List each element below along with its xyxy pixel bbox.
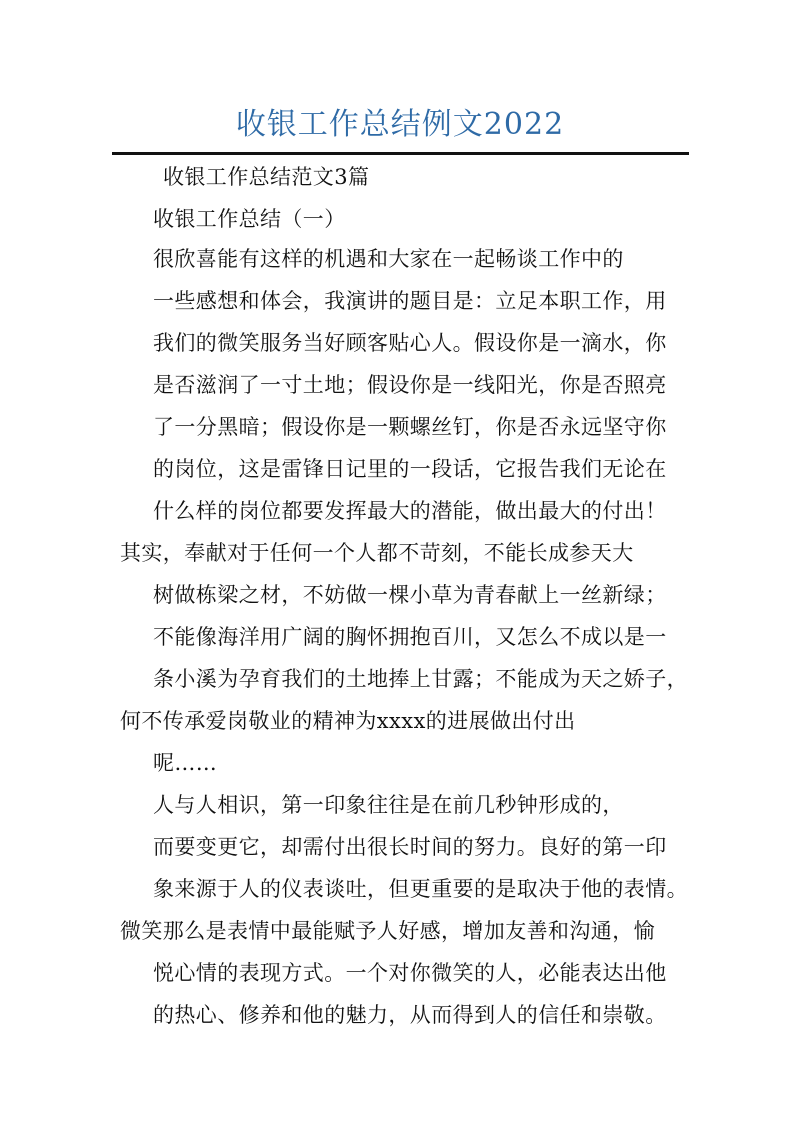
body-line: 的岗位，这是雷锋日记里的一段话，它报告我们无论在 xyxy=(153,457,667,481)
body-line: 一些感想和体会，我演讲的题目是：立足本职工作，用 xyxy=(153,289,667,313)
body-line: 象来源于人的仪表谈吐，但更重要的是取决于他的表情。 xyxy=(153,877,688,901)
body-line: 何不传承爱岗敬业的精神为xxxx的进展做出付出 xyxy=(120,709,576,733)
body-line: 树做栋梁之材，不妨做一棵小草为青春献上一丝新绿； xyxy=(153,583,667,607)
body-line: 微笑那么是表情中最能赋予人好感，增加友善和沟通，愉 xyxy=(120,919,655,943)
body-line: 什么样的岗位都要发挥最大的潜能，做出最大的付出！ xyxy=(153,499,667,523)
body-line: 很欣喜能有这样的机遇和大家在一起畅谈工作中的 xyxy=(153,247,624,271)
document-title: 收银工作总结例文2022 xyxy=(235,107,565,142)
body-line: 呢…… xyxy=(153,751,218,775)
title-divider xyxy=(112,152,689,155)
body-line: 而要变更它，却需付出很长时间的努力。良好的第一印 xyxy=(153,835,667,859)
body-line: 了一分黑暗；假设你是一颗螺丝钉，你是否永远坚守你 xyxy=(153,415,667,439)
body-line: 不能像海洋用广阔的胸怀拥抱百川，又怎么不成以是一 xyxy=(153,625,667,649)
document-subtitle: 收银工作总结范文3篇 xyxy=(163,165,370,189)
body-line: 其实，奉献对于任何一个人都不苛刻，不能长成参天大 xyxy=(120,541,634,565)
body-line: 的热心、修养和他的魅力，从而得到人的信任和崇敬。 xyxy=(153,1003,667,1027)
body-line: 悦心情的表现方式。一个对你微笑的人，必能表达出他 xyxy=(153,961,667,985)
body-line: 条小溪为孕育我们的土地捧上甘露；不能成为天之娇子， xyxy=(153,667,688,691)
body-line: 我们的微笑服务当好顾客贴心人。假设你是一滴水，你 xyxy=(153,331,667,355)
section-heading: 收银工作总结（一） xyxy=(153,207,346,231)
body-line: 是否滋润了一寸土地；假设你是一线阳光，你是否照亮 xyxy=(153,373,667,397)
body-line: 人与人相识，第一印象往往是在前几秒钟形成的， xyxy=(153,793,624,817)
